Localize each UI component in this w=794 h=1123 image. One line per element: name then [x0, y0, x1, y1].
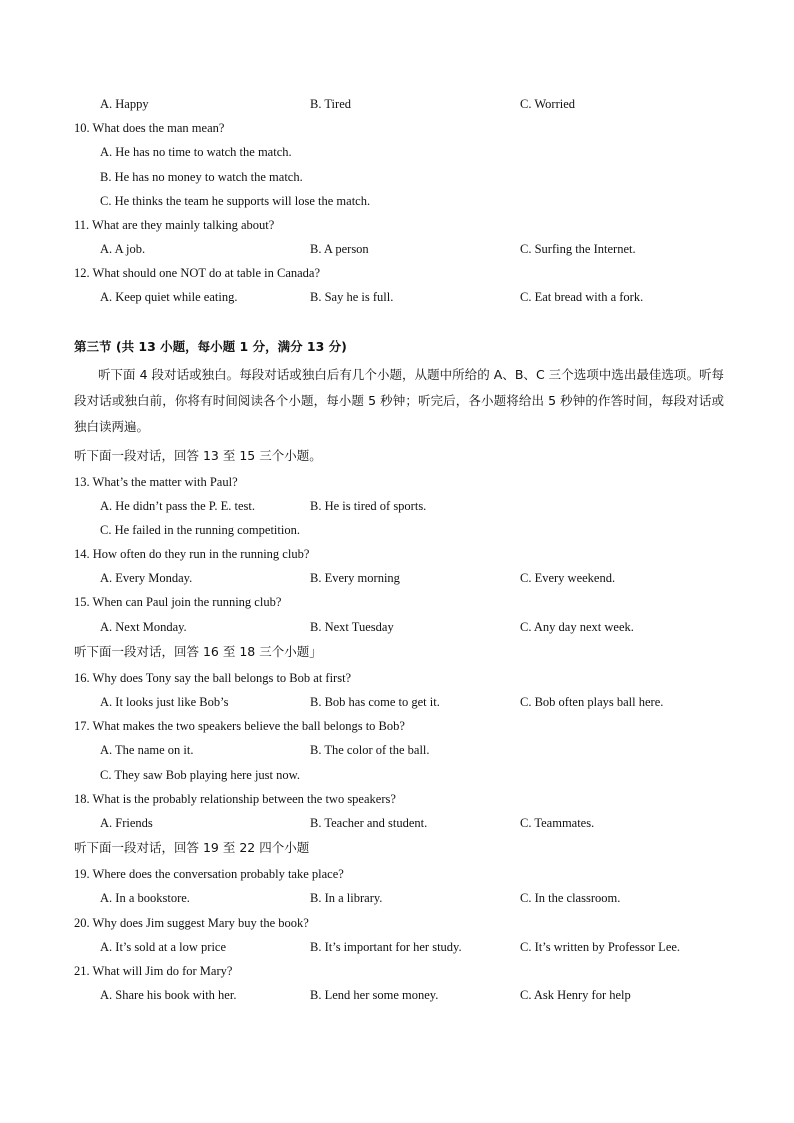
q21-option-b: B. Lend her some money.: [310, 988, 439, 1002]
q9-option-c: C. Worried: [520, 97, 576, 111]
q20-option-a: A. It’s sold at a low price: [100, 940, 227, 954]
q20-question: 20. Why does Jim suggest Mary buy the book?: [74, 916, 309, 930]
q19-option-b: B. In a library.: [310, 891, 383, 905]
q20-option-c: C. It’s written by Professor Lee.: [520, 940, 681, 954]
q19-option-c: C. In the classroom.: [520, 891, 621, 905]
q17-question: 17. What makes the two speakers believe the ball belongs to Bob?: [74, 719, 405, 733]
q12-option-b: B. Say he is full.: [310, 290, 394, 304]
q10-question: 10. What does the man mean?: [74, 121, 225, 135]
section3-heading: 第三节 (共 13 小题，每小题 1 分，满分 13 分): [74, 339, 347, 354]
q10-option-a: A. He has no time to watch the match.: [100, 145, 292, 159]
dialog3-intro: 听下面一段对话，回答 19 至 22 四个小题: [74, 840, 310, 855]
q14-option-c: C. Every weekend.: [520, 571, 616, 585]
q11-option-b: B. A person: [310, 242, 369, 256]
dialog2-intro: 听下面一段对话，回答 16 至 18 三个小题」: [74, 644, 322, 659]
q16-option-a: A. It looks just like Bob’s: [100, 695, 229, 709]
q9-option-a: A. Happy: [100, 97, 149, 111]
q21-option-c: C. Ask Henry for help: [520, 988, 631, 1002]
q18-question: 18. What is the probably relationship between the two speakers?: [74, 792, 396, 806]
q13-question: 13. What’s the matter with Paul?: [74, 475, 238, 489]
q17-option-a: A. The name on it.: [100, 743, 194, 757]
q16-option-b: B. Bob has come to get it.: [310, 695, 440, 709]
q16-question: 16. Why does Tony say the ball belongs to Bob at first?: [74, 671, 352, 685]
dialog1-intro: 听下面一段对话，回答 13 至 15 三个小题。: [74, 448, 322, 463]
q12-question: 12. What should one NOT do at table in Canada?: [74, 266, 321, 280]
q11-option-c: C. Surfing the Internet.: [520, 242, 636, 256]
q15-option-a: A. Next Monday.: [100, 620, 187, 634]
q21-option-a: A. Share his book with her.: [100, 988, 237, 1002]
q18-option-a: A. Friends: [100, 816, 153, 830]
q21-question: 21. What will Jim do for Mary?: [74, 964, 233, 978]
q20-option-b: B. It’s important for her study.: [310, 940, 462, 954]
q13-option-a: A. He didn’t pass the P. E. test.: [100, 499, 255, 513]
q19-option-a: A. In a bookstore.: [100, 891, 190, 905]
q14-option-a: A. Every Monday.: [100, 571, 193, 585]
q9-option-b: B. Tired: [310, 97, 351, 111]
q13-option-b: B. He is tired of sports.: [310, 499, 427, 513]
q15-question: 15. When can Paul join the running club?: [74, 595, 282, 609]
q17-option-b: B. The color of the ball.: [310, 743, 430, 757]
q14-question: 14. How often do they run in the running club?: [74, 547, 310, 561]
q10-option-c: C. He thinks the team he supports will lose the match.: [100, 194, 371, 208]
q18-option-b: B. Teacher and student.: [310, 816, 428, 830]
q19-question: 19. Where does the conversation probably take place?: [74, 867, 344, 881]
section3-instructions: 听下面 4 段对话或独白。每段对话或独白后有几个小题，从题中所给的 A、B、C 三个选项中选出最佳选项。听每段对话或独白前，你将有时间阅读各个小题，每小题 5 秒钟；听完后，各小题将给出 5 秒钟的作答时间，每段对话或独白读两遍。: [74, 367, 724, 434]
q10-option-b: B. He has no money to watch the match.: [100, 170, 303, 184]
q11-question: 11. What are they mainly talking about?: [74, 218, 275, 232]
q16-option-c: C. Bob often plays ball here.: [520, 695, 664, 709]
q11-option-a: A. A job.: [100, 242, 146, 256]
q18-option-c: C. Teammates.: [520, 816, 595, 830]
q17-option-c: C. They saw Bob playing here just now.: [100, 768, 300, 782]
q15-option-b: B. Next Tuesday: [310, 620, 394, 634]
q12-option-c: C. Eat bread with a fork.: [520, 290, 644, 304]
q15-option-c: C. Any day next week.: [520, 620, 634, 634]
q14-option-b: B. Every morning: [310, 571, 400, 585]
q12-option-a: A. Keep quiet while eating.: [100, 290, 238, 304]
q13-option-c: C. He failed in the running competition.: [100, 523, 300, 537]
